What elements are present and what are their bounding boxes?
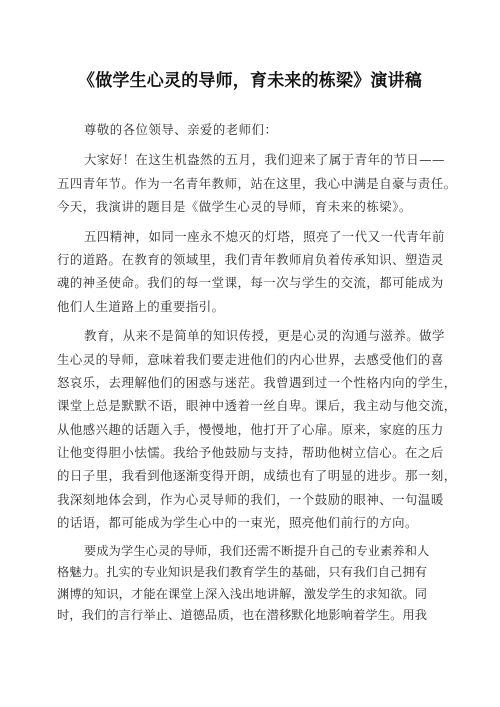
paragraph-greeting bbox=[57, 148, 457, 218]
paragraph-line: 尊敬的各位领导、亲爱的老师们： bbox=[84, 122, 278, 137]
paragraph-line: 渊博的知识，才能在课堂上深入浅出地讲解，激发学生的求知欲。同 bbox=[57, 586, 428, 601]
paragraph-line: 的话语，都可能成为学生心中的一束光，照亮他们前行的方向。 bbox=[57, 515, 418, 531]
paragraph-line: 的日子里，我看到他逐渐变得开朗，成绩也有了明显的进步。那一刻， bbox=[57, 468, 457, 484]
document-title: 《做学生心灵的导师，育未来的栋梁》演讲稿 bbox=[78, 71, 422, 91]
paragraph-line: 五四青年节。作为一名青年教师，站在这里，我心中满是自豪与责任。 bbox=[57, 175, 457, 191]
paragraph-line: 教育，从来不是简单的知识传授，更是心灵的沟通与滋养。做学 bbox=[84, 328, 445, 344]
paragraph-line: 魂的神圣使命。我们的每一堂课，每一次与学生的交流，都可能成为 bbox=[57, 275, 444, 291]
paragraph-may-fourth-spirit bbox=[57, 225, 457, 319]
paragraph-line: 格魅力。扎实的专业知识是我们教育学生的基础，只有我们自己拥有 bbox=[57, 565, 428, 580]
paragraph-line: 我深刻地体会到，作为心灵导师的我们，一个鼓励的眼神、一句温暖 bbox=[57, 491, 444, 507]
paragraph-line: 时，我们的言行举止、道德品质，也在潜移默化地影响着学生。用我 bbox=[57, 608, 428, 623]
paragraph-line: 他们人生道路上的重要指引。 bbox=[57, 298, 225, 314]
paragraph-line: 五四精神，如同一座永不熄灭的灯塔，照亮了一代又一代青年前 bbox=[84, 228, 445, 244]
paragraph-line: 从他感兴趣的话题入手，慢慢地，他打开了心扉。原来，家庭的压力 bbox=[57, 421, 444, 437]
paragraph-line: 怒哀乐，去理解他们的困惑与迷茫。我曾遇到过一个性格内向的学生， bbox=[57, 374, 457, 390]
paragraph-line: 课堂上总是默默不语，眼神中透着一丝自卑。课后，我主动与他交流， bbox=[57, 398, 457, 414]
paragraph-professional-growth bbox=[57, 541, 457, 627]
paragraph-line: 生心灵的导师，意味着我们要走进他们的内心世界，去感受他们的喜 bbox=[57, 351, 444, 367]
paragraph-line: 让他变得胆小怯懦。我给予他鼓励与支持，帮助他树立信心。在之后 bbox=[57, 445, 444, 461]
paragraph-line: 今天，我演讲的题目是《做学生心灵的导师，育未来的栋梁》。 bbox=[57, 199, 412, 215]
paragraph-line: 要成为学生心灵的导师，我们还需不断提升自己的专业素养和人 bbox=[84, 543, 430, 558]
document-body bbox=[57, 118, 457, 627]
paragraph-line: 行的道路。在教育的领域里，我们青年教师肩负着传承知识、塑造灵 bbox=[57, 251, 444, 267]
paragraph-line: 大家好！在这生机盎然的五月，我们迎来了属于青年的节日—— bbox=[84, 152, 445, 168]
paragraph-education-story bbox=[57, 324, 457, 535]
paragraph-salutation bbox=[57, 118, 457, 141]
